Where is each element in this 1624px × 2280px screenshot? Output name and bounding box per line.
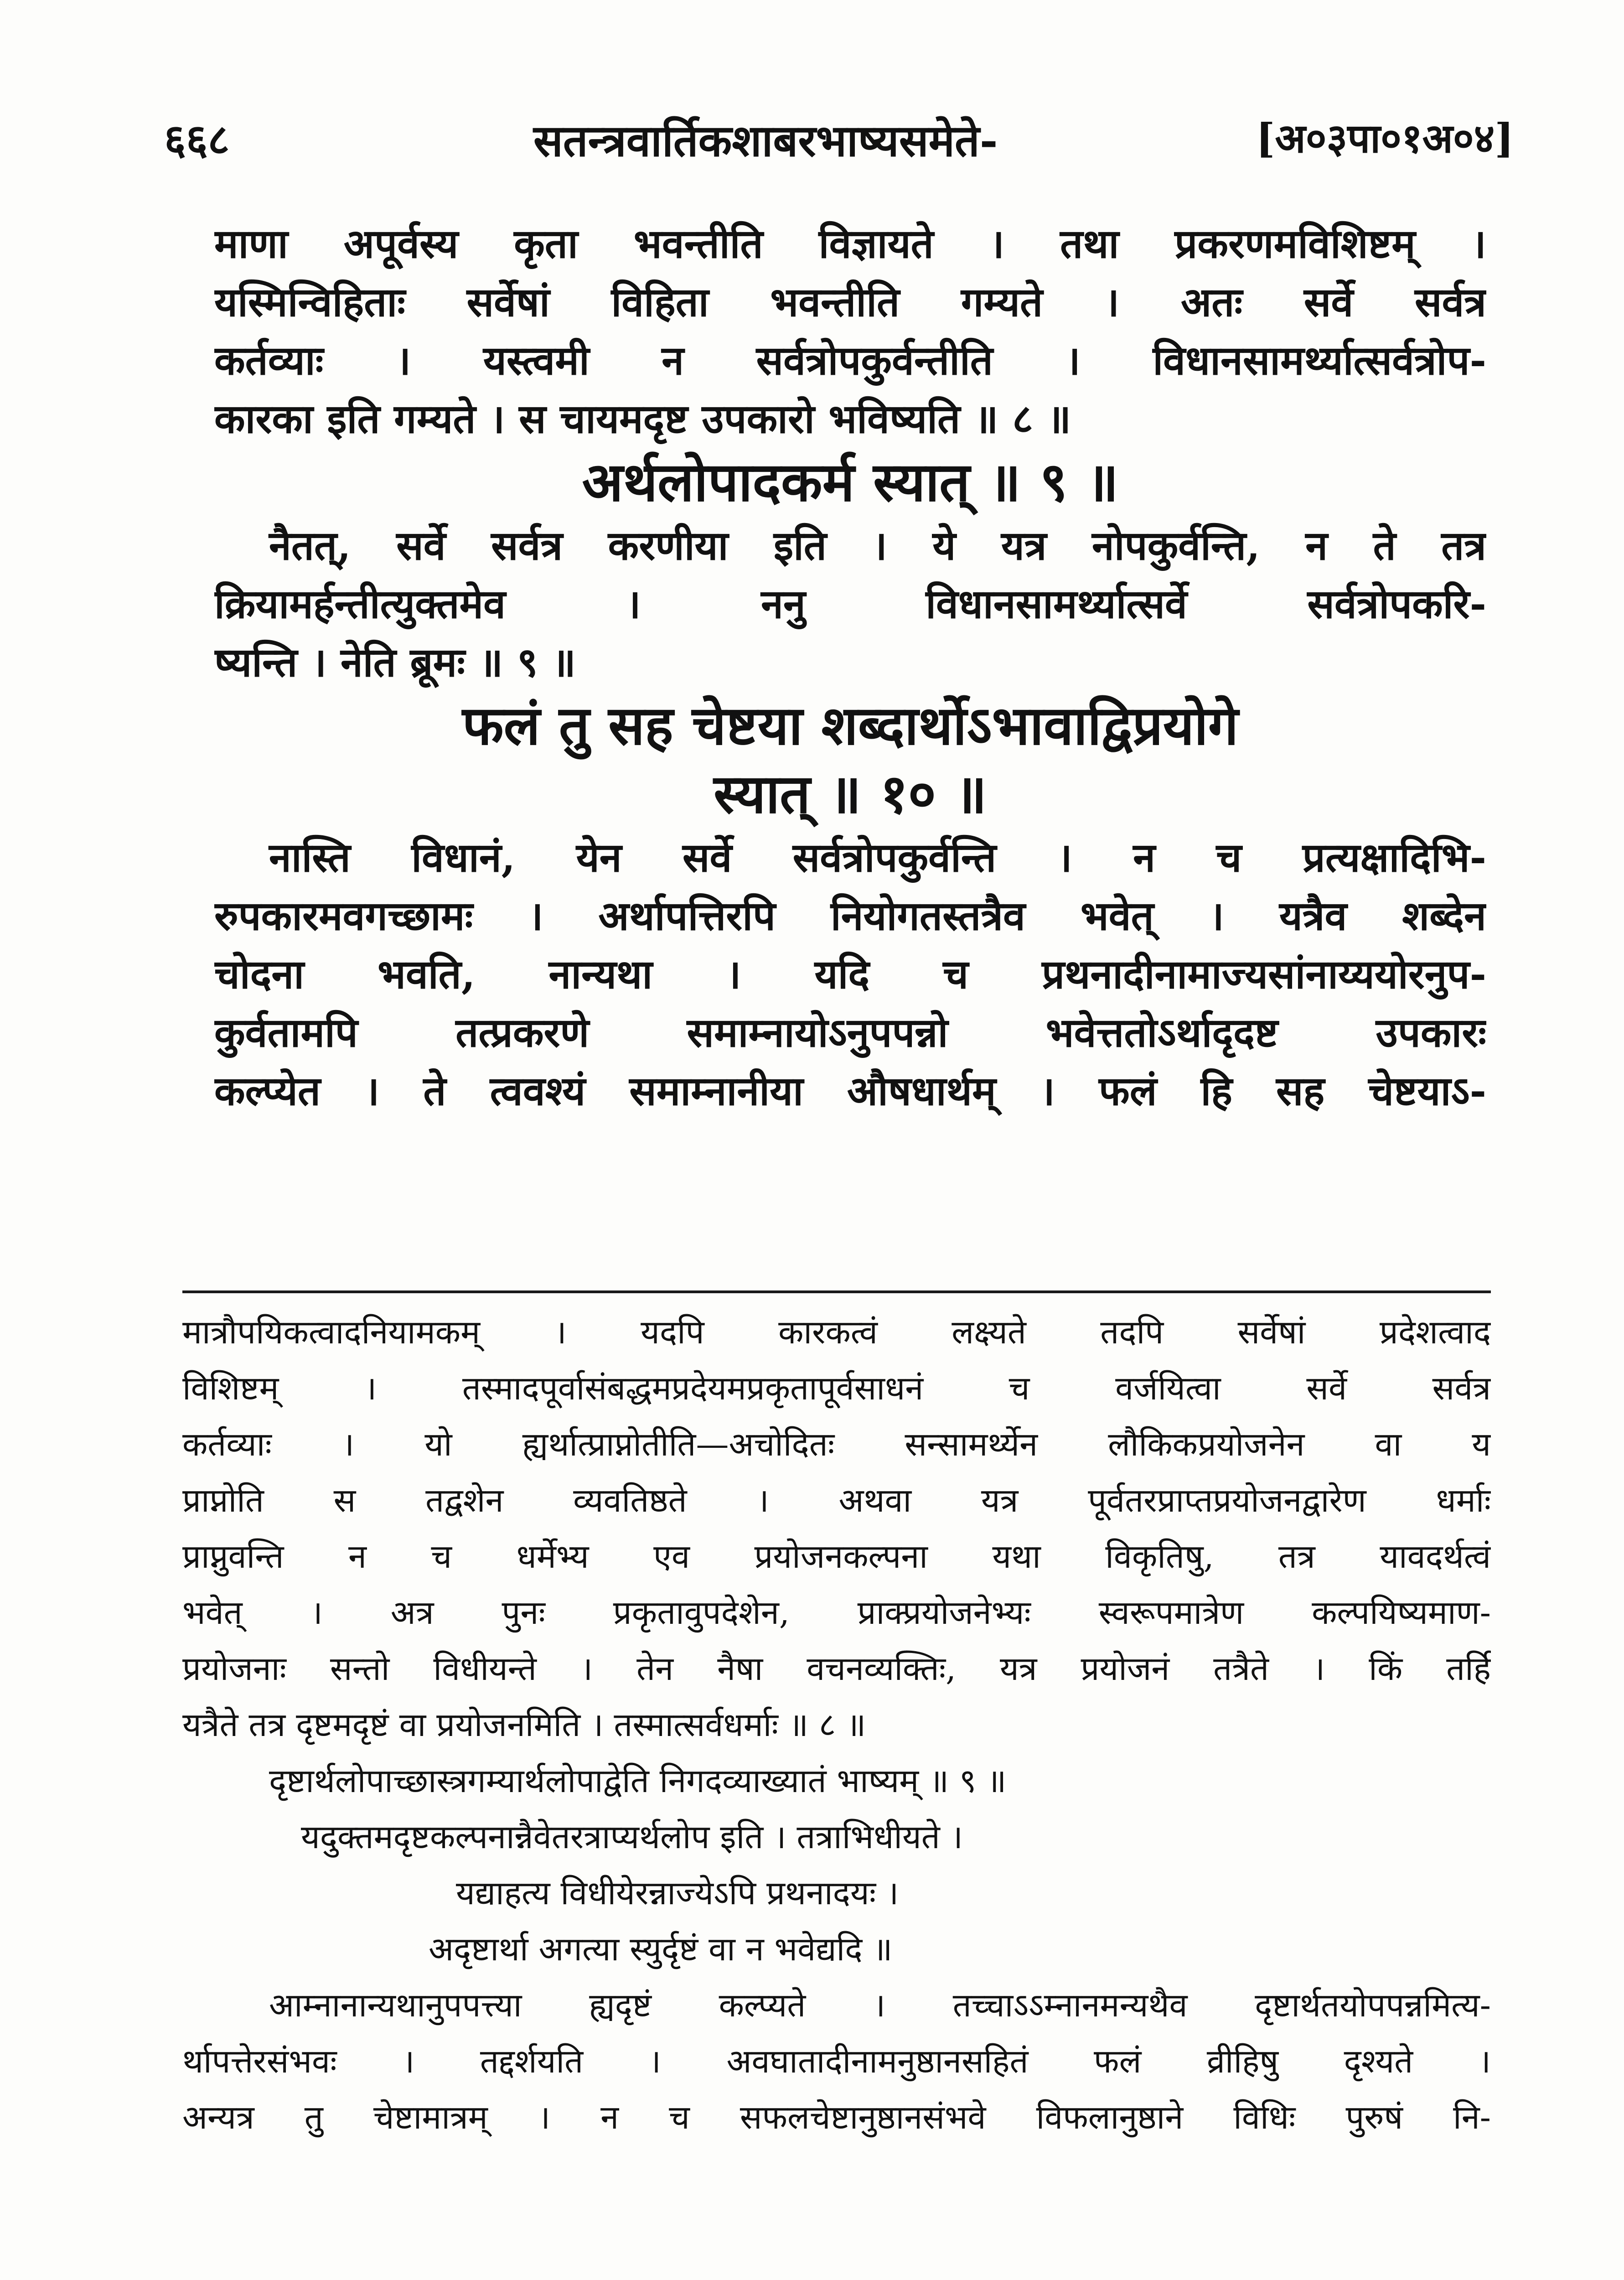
commentary-line: यत्रैते तत्र दृष्टमदृष्टं वा प्रयोजनमिति । तस्मात्सर्वधर्माः ॥ ८ ॥ xyxy=(182,1705,866,1744)
text-line: चोदना भवति, नान्यथा । यदि च प्रथनादीनामाज्यसांनाय्ययोरनुप- xyxy=(214,950,1486,998)
sutra-heading: फलं तु सह चेष्टया शब्दार्थोऽभावाद्विप्रयोगे xyxy=(462,694,1239,757)
commentary-line: भवेत् । अत्र पुनः प्रकृतावुपदेशेन, प्राक्प्रयोजनेभ्यः स्वरूपमात्रेण कल्पयिष्यमाण- xyxy=(182,1593,1491,1632)
text-line: माणा अपूर्वस्य कृता भवन्तीति विज्ञायते । तथा प्रकरणमविशिष्टम् । xyxy=(214,220,1486,267)
text-line: नास्ति विधानं, येन सर्वे सर्वत्रोपकुर्वन्ति । न च प्रत्यक्षादिभि- xyxy=(269,834,1486,881)
running-title: सतन्त्रवार्तिकशाबरभाष्यसमेते- xyxy=(533,115,998,166)
commentary-line: प्रयोजनाः सन्तो विधीयन्ते । तेन नैषा वचनव्यक्तिः, यत्र प्रयोजनं तत्रैते । किं तर्हि xyxy=(182,1649,1491,1688)
commentary-line: अन्यत्र तु चेष्टामात्रम् । न च सफलचेष्टानुष्ठानसंभवे विफलानुष्ठाने विधिः पुरुषं नि- xyxy=(182,2098,1491,2136)
text-line: कल्प्येत । ते त्ववश्यं समाम्नानीया औषधार्थम् । फलं हि सह चेष्टयाऽ- xyxy=(214,1067,1486,1114)
text-line: क्रियामर्हन्तीत्युक्तमेव । ननु विधानसामर्थ्यात्सर्वे सर्वत्रोपकरि- xyxy=(214,580,1486,627)
commentary-line: र्थापत्तेरसंभवः । तद्दर्शयति । अवघातादीनामनुष्ठानसहितं फलं व्रीहिषु दृश्यते । xyxy=(182,2042,1491,2080)
text-line: कारका इति गम्यते । स चायमदृष्ट उपकारो भविष्यति ॥ ८ ॥ xyxy=(214,395,1071,442)
commentary-line: मात्रौपयिकत्वादनियामकम् । यदपि कारकत्वं लक्ष्यते तदपि सर्वेषां प्रदेशत्वाद xyxy=(182,1313,1491,1351)
text-line: कुर्वतामपि तत्प्रकरणे समाम्नायोऽनुपपन्नो भवेत्ततोऽर्थादृदष्ट उपकारः xyxy=(214,1009,1486,1056)
commentary-line: दृष्टार्थलोपाच्छास्त्रगम्यार्थलोपाद्वेति निगदव्याख्यातं भाष्यम् ॥ ९ ॥ xyxy=(269,1762,1007,1800)
sutra-heading-continued: स्यात् ॥ १० ॥ xyxy=(714,762,987,825)
main-text xyxy=(214,214,1486,1120)
chapter-reference: [अ०३पा०१अ०४] xyxy=(1256,114,1514,162)
page-number: ६६८ xyxy=(164,115,230,164)
running-header xyxy=(164,109,1514,173)
commentary-line: आम्नानान्यथानुपपत्त्या ह्यदृष्टं कल्प्यते । तच्चाऽऽम्नानमन्यथैव दृष्टार्थतयोपपन्नमित्य- xyxy=(269,1986,1491,2024)
text-line: नैतत्, सर्वे सर्वत्र करणीया इति । ये यत्र नोपकुर्वन्ति, न ते तत्र xyxy=(269,522,1486,569)
sutra-heading: अर्थलोपादकर्म स्यात् ॥ ९ ॥ xyxy=(582,450,1119,513)
text-line: रुपकारमवगच्छामः । अर्थापत्तिरपि नियोगतस्तत्रैव भवेत् । यत्रैव शब्देन xyxy=(214,892,1486,939)
text-line: कर्तव्याः । यस्त्वमी न सर्वत्रोपकुर्वन्तीति । विधानसामर्थ्यात्सर्वत्रोप- xyxy=(214,337,1486,384)
commentary-line: प्राप्नोति स तद्वशेन व्यवतिष्ठते । अथवा यत्र पूर्वतरप्राप्तप्रयोजनद्वारेण धर्माः xyxy=(182,1481,1491,1519)
commentary-line: विशिष्टम् । तस्मादपूर्वासंबद्धमप्रदेयमप्रकृतापूर्वसाधनं च वर्जयित्वा सर्वे सर्वत्र xyxy=(182,1369,1491,1407)
text-line: ष्यन्ति । नेति ब्रूमः ॥ ९ ॥ xyxy=(214,638,576,686)
commentary-line: यदुक्तमदृष्टकल्पनान्नैवेतरत्राप्यर्थलोप इति । तत्राभिधीयते । xyxy=(301,1818,963,1856)
commentary-line: प्राप्नुवन्ति न च धर्मेभ्य एव प्रयोजनकल्पना यथा विकृतिषु, तत्र यावदर्थत्वं xyxy=(182,1537,1491,1575)
verse-line: यद्याहत्य विधीयेरन्नाज्येऽपि प्रथनादयः । xyxy=(456,1874,899,1912)
commentary-text xyxy=(182,1304,1491,2145)
text-line: यस्मिन्विहिताः सर्वेषां विहिता भवन्तीति गम्यते । अतः सर्वे सर्वत्र xyxy=(214,278,1486,326)
commentary-line: कर्तव्याः । यो ह्यर्थात्प्राप्नोतीति—अचोदितः सन्सामर्थ्येन लौकिकप्रयोजनेन वा य xyxy=(182,1425,1491,1463)
section-divider xyxy=(182,1290,1491,1293)
verse-line: अदृष्टार्था अगत्या स्युर्दृष्टं वा न भवेद्यदि ॥ xyxy=(429,1930,893,1968)
